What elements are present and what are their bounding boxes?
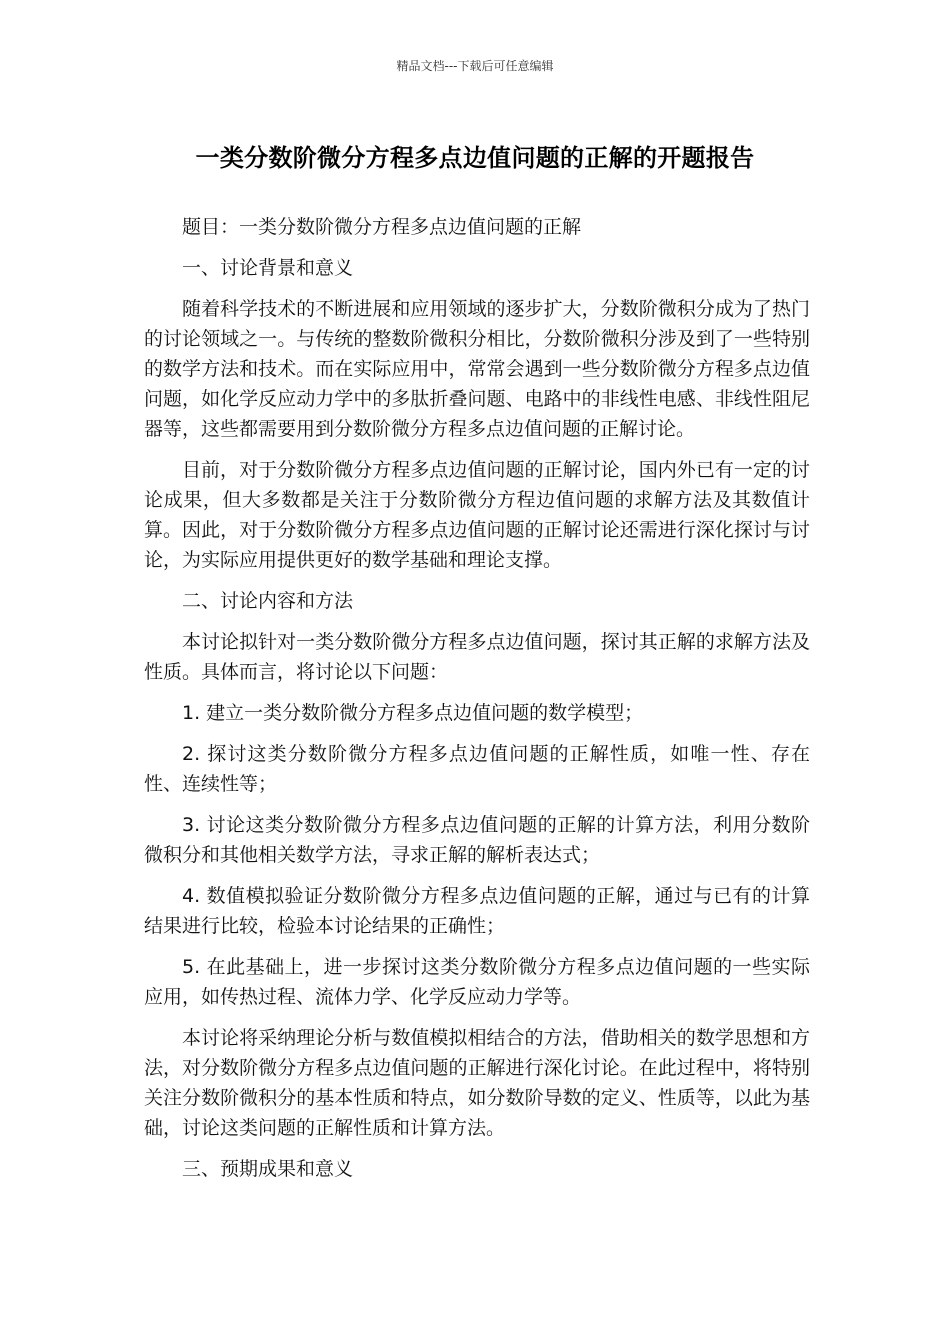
list-item: 2. 探讨这类分数阶微分方程多点边值问题的正解性质，如唯一性、存在性、连续性等； — [144, 743, 810, 795]
document-body — [144, 212, 810, 1195]
section-heading-content-method: 二、讨论内容和方法 — [182, 590, 354, 612]
page-header: 精品文档---下载后可任意编辑 — [396, 59, 554, 73]
paragraph: 本讨论将采纳理论分析与数值模拟相结合的方法，借助相关的数学思想和方法，对分数阶微分方程多点边值问题的正解进行深化讨论。在此过程中，将特别关注分数阶微积分的基本性质和特点，如分数阶导数的定义、性质等，以此为基础，讨论这类问题的正解性质和计算方法。 — [144, 1027, 810, 1139]
list-item: 4. 数值模拟验证分数阶微分方程多点边值问题的正解，通过与已有的计算结果进行比较，检验本讨论结果的正确性； — [144, 885, 810, 937]
list-item: 1. 建立一类分数阶微分方程多点边值问题的数学模型； — [182, 702, 644, 724]
subject-line: 题目：一类分数阶微分方程多点边值问题的正解 — [182, 216, 582, 238]
paragraph: 本讨论拟针对一类分数阶微分方程多点边值问题，探讨其正解的求解方法及性质。具体而言，将讨论以下问题： — [144, 631, 810, 683]
section-heading-expected-results: 三、预期成果和意义 — [182, 1158, 354, 1180]
document-title: 一类分数阶微分方程多点边值问题的正解的开题报告 — [195, 144, 755, 172]
list-item: 5. 在此基础上，进一步探讨这类分数阶微分方程多点边值问题的一些实际应用，如传热过程、流体力学、化学反应动力学等。 — [144, 956, 810, 1008]
paragraph: 目前，对于分数阶微分方程多点边值问题的正解讨论，国内外已有一定的讨论成果，但大多数都是关注于分数阶微分方程边值问题的求解方法及其数值计算。因此，对于分数阶微分方程多点边值问题的正解讨论还需进行深化探讨与讨论，为实际应用提供更好的数学基础和理论支撑。 — [144, 459, 810, 571]
paragraph: 随着科学技术的不断进展和应用领域的逐步扩大，分数阶微积分成为了热门的讨论领域之一。与传统的整数阶微积分相比，分数阶微积分涉及到了一些特别的数学方法和技术。而在实际应用中，常常会遇到一些分数阶微分方程多点边值问题，如化学反应动力学中的多肽折叠问题、电路中的非线性电感、非线性阻尼器等，这些都需要用到分数阶微分方程多点边值问题的正解讨论。 — [144, 298, 810, 440]
list-item: 3. 讨论这类分数阶微分方程多点边值问题的正解的计算方法，利用分数阶微积分和其他相关数学方法，寻求正解的解析表达式； — [144, 814, 810, 866]
section-heading-background: 一、讨论背景和意义 — [182, 257, 354, 279]
